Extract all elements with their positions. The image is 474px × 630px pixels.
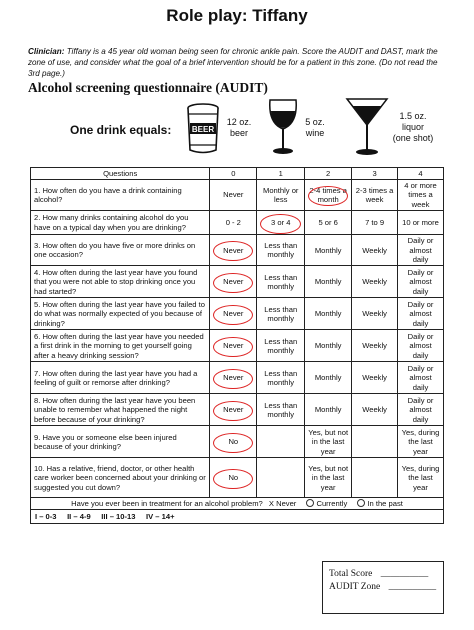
treatment-currently-label: Currently (316, 499, 348, 509)
answer-cell[interactable]: Weekly (352, 330, 398, 362)
answer-cell-circled[interactable]: Never (210, 298, 257, 330)
beer-can-icon (186, 103, 220, 155)
header-score-0: 0 (210, 168, 257, 180)
total-score-label: Total Score (329, 569, 373, 579)
question-text: 10. Has a relative, friend, doctor, or other health care worker been concerned about your drinking or suggested you cut down? (31, 458, 210, 498)
header-questions: Questions (31, 168, 210, 180)
audit-question-row (31, 362, 444, 394)
answer-cell[interactable]: 7 to 9 (352, 211, 398, 235)
header-score-2: 2 (305, 168, 352, 180)
martini-glass-icon (344, 95, 390, 157)
answer-cell-circled[interactable]: No (210, 426, 257, 458)
question-text: 3. How often do you have five or more drinks on one occasion? (31, 235, 210, 266)
question-text: 4. How often during the last year have you found that you were not able to stop drinking once you had started? (31, 266, 210, 298)
audit-question-row (31, 235, 444, 266)
answer-cell[interactable]: Less than monthly (257, 235, 305, 266)
answer-cell[interactable]: Yes, but not in the last year (305, 458, 352, 498)
treatment-question-text: Have you ever been in treatment for an alcohol problem? (71, 499, 263, 509)
answer-cell[interactable]: Monthly (305, 266, 352, 298)
answer-cell[interactable]: Monthly (305, 298, 352, 330)
answer-cell[interactable]: 4 or more times a week (398, 180, 444, 211)
audit-question-row (31, 180, 444, 211)
zones-row (31, 510, 444, 524)
page-title: Role play: Tiffany (166, 6, 308, 25)
answer-cell[interactable]: Daily or almost daily (398, 362, 444, 394)
answer-cell[interactable]: Monthly (305, 235, 352, 266)
audit-zone-label: AUDIT Zone (329, 582, 381, 592)
beer-caption-size: 12 oz. (226, 117, 252, 127)
audit-question-row (31, 394, 444, 426)
question-text: 8. How often during the last year have you been unable to remember what happened the night before because of your drinking? (31, 394, 210, 426)
liquor-caption (390, 111, 436, 144)
one-drink-label: One drink equals: (70, 123, 172, 137)
question-text: 5. How often during the last year have you failed to do what was normally expected of you because of drinking? (31, 298, 210, 330)
liquor-caption-size: 1.5 oz. (399, 111, 427, 121)
answer-cell-circled[interactable]: Never (210, 394, 257, 426)
answer-cell[interactable]: Weekly (352, 266, 398, 298)
answer-cell[interactable]: Weekly (352, 394, 398, 426)
answer-cell[interactable]: Yes, during the last year (398, 426, 444, 458)
answer-cell[interactable]: 0 - 2 (210, 211, 257, 235)
answer-cell-circled[interactable]: No (210, 458, 257, 498)
answer-cell[interactable]: Never (210, 180, 257, 211)
audit-question-row (31, 266, 444, 298)
answer-cell[interactable]: 10 or more (398, 211, 444, 235)
answer-cell[interactable]: Weekly (352, 362, 398, 394)
question-text: 2. How many drinks containing alcohol do you have on a typical day when you are drinking? (31, 211, 210, 235)
answer-cell[interactable]: Yes, but not in the last year (305, 426, 352, 458)
clinician-text: Tiffany is a 45 year old woman being seen for chronic ankle pain. Score the AUDIT and DAST, mark the zone of use, and consider what the goal of a brief intervention should be for a patient in this zone. (Do not read the 3rd page.) (28, 47, 438, 78)
answer-cell[interactable] (257, 426, 305, 458)
answer-cell[interactable]: 2-3 times a week (352, 180, 398, 211)
answer-cell[interactable]: Daily or almost daily (398, 298, 444, 330)
answer-cell-circled[interactable]: Never (210, 235, 257, 266)
question-text: 6. How often during the last year have you needed a first drink in the morning to get yourself going after a heavy drinking session? (31, 330, 210, 362)
answer-cell-circled[interactable]: 3 or 4 (257, 211, 305, 235)
question-text: 1. How often do you have a drink containing alcohol? (31, 180, 210, 211)
answer-cell[interactable] (352, 458, 398, 498)
audit-zones-legend: I – 0-3 II – 4-9 III – 10-13 IV – 14+ (31, 510, 444, 524)
answer-cell[interactable]: Less than monthly (257, 298, 305, 330)
beer-caption-type: beer (229, 128, 248, 138)
answer-cell[interactable]: 5 or 6 (305, 211, 352, 235)
answer-cell[interactable]: Less than monthly (257, 362, 305, 394)
answer-cell[interactable] (352, 426, 398, 458)
answer-cell[interactable]: Monthly or less (257, 180, 305, 211)
total-score-line[interactable] (329, 568, 437, 581)
score-box (322, 561, 444, 614)
beer-can-label: BEER (191, 125, 215, 134)
clinician-instructions (28, 46, 448, 79)
audit-zone-line[interactable] (329, 581, 437, 594)
total-score-blank[interactable]: __________ (380, 569, 429, 579)
audit-question-row (31, 211, 444, 235)
audit-header-row (31, 168, 444, 180)
header-score-4: 4 (398, 168, 444, 180)
treatment-past-radio[interactable] (357, 499, 365, 507)
header-score-1: 1 (257, 168, 305, 180)
audit-question-row (31, 330, 444, 362)
header-score-3: 3 (352, 168, 398, 180)
audit-question-row (31, 426, 444, 458)
wine-caption-type: wine (305, 128, 325, 138)
answer-cell[interactable]: Daily or almost daily (398, 266, 444, 298)
clinician-label: Clinician: (28, 47, 65, 56)
answer-cell[interactable]: Daily or almost daily (398, 330, 444, 362)
answer-cell[interactable]: Less than monthly (257, 266, 305, 298)
standard-drinks-illustration (0, 95, 474, 161)
answer-cell[interactable]: Less than monthly (257, 330, 305, 362)
liquor-caption-type: liquor (401, 122, 424, 132)
answer-cell[interactable]: Less than monthly (257, 394, 305, 426)
wine-caption-size: 5 oz. (305, 117, 325, 127)
liquor-caption-note: (one shot) (392, 133, 434, 143)
treatment-past-label: In the past (367, 499, 403, 509)
answer-cell-circled[interactable]: Never (210, 266, 257, 298)
question-text: 7. How often during the last year have you had a feeling of guilt or remorse after drinking? (31, 362, 210, 394)
answer-cell[interactable]: Weekly (352, 235, 398, 266)
audit-table (30, 167, 444, 524)
answer-cell[interactable]: Monthly (305, 330, 352, 362)
wine-caption (298, 117, 332, 139)
section-title: Alcohol screening questionnaire (AUDIT) (28, 80, 268, 95)
treatment-row (31, 498, 444, 510)
answer-cell-circled[interactable]: Never (210, 330, 257, 362)
question-text: 9. Have you or someone else been injured because of your drinking? (31, 426, 210, 458)
treatment-question (31, 498, 444, 510)
answer-cell[interactable]: Weekly (352, 298, 398, 330)
answer-cell[interactable]: Daily or almost daily (398, 394, 444, 426)
treatment-currently-radio[interactable] (306, 499, 314, 507)
audit-zone-blank[interactable]: __________ (388, 582, 437, 592)
treatment-never-option[interactable]: X Never (268, 499, 297, 509)
audit-question-row (31, 458, 444, 498)
answer-cell-circled[interactable]: Never (210, 362, 257, 394)
answer-cell[interactable] (257, 458, 305, 498)
answer-cell[interactable]: Yes, during the last year (398, 458, 444, 498)
wine-glass-icon (266, 97, 300, 157)
answer-cell[interactable]: Monthly (305, 362, 352, 394)
beer-caption (222, 117, 256, 139)
answer-cell-circled[interactable]: 2-4 times a month (305, 180, 352, 211)
answer-cell[interactable]: Daily or almost daily (398, 235, 444, 266)
answer-cell[interactable]: Monthly (305, 394, 352, 426)
audit-question-row (31, 298, 444, 330)
